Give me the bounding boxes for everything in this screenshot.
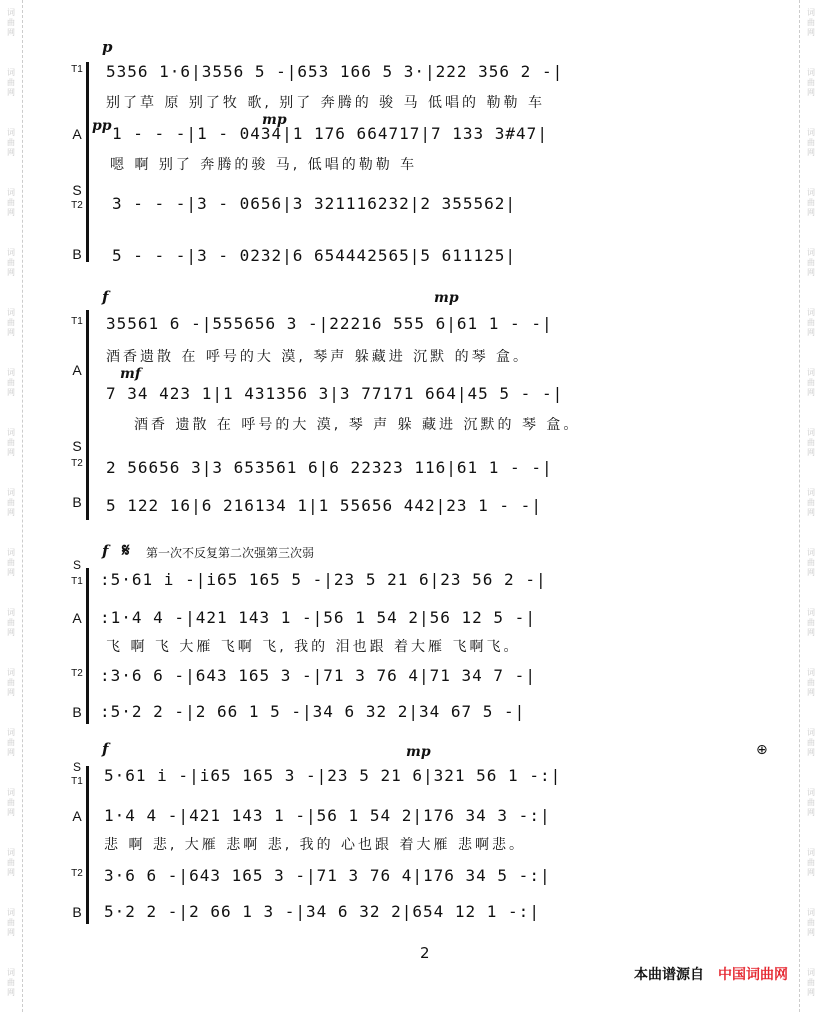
part-label: T1 bbox=[71, 576, 83, 587]
staff-row-t2 bbox=[66, 182, 778, 213]
lyric-line: 酒香 遗散 在 呼号的大 漠, 琴 声 躲 藏进 沉默的 琴 盒。 bbox=[134, 417, 581, 433]
performance-note: 第一次不反复第二次强第三次弱 bbox=[146, 546, 315, 560]
staff-row-t2 bbox=[66, 438, 778, 482]
watermark-mark: 词 曲 网 bbox=[807, 848, 815, 877]
staff-row-t2 bbox=[66, 866, 778, 890]
part-label: T2 bbox=[71, 868, 83, 879]
part-label: T2 bbox=[71, 458, 83, 469]
staff-row-a bbox=[66, 806, 778, 830]
watermark-mark: 词 曲 网 bbox=[807, 968, 815, 997]
watermark-mark: 词 曲 网 bbox=[7, 728, 15, 757]
staff-row-t2 bbox=[66, 666, 778, 690]
watermark-mark: 词 曲 网 bbox=[7, 68, 15, 97]
dynamic-marking: f bbox=[102, 740, 109, 758]
lyric-row bbox=[66, 154, 778, 178]
lyric-row bbox=[66, 346, 778, 370]
staff-row-b bbox=[66, 902, 778, 926]
lyric-row bbox=[66, 834, 778, 858]
part-label: B bbox=[72, 494, 82, 510]
watermark-mark: 词 曲 网 bbox=[7, 188, 15, 217]
notation-line: 5·61 i -|i65 165 3 -|23 5 21 6|321 56 1 -:| bbox=[104, 766, 562, 785]
watermark-mark: 词 曲 网 bbox=[7, 788, 15, 817]
watermark-mark: 词 曲 网 bbox=[7, 368, 15, 397]
segno-icon: 𝄋 bbox=[122, 540, 130, 561]
part-label: T2 bbox=[71, 668, 83, 679]
notation-line: 2 56656 3|3 653561 6|6 22323 116|61 1 - -| bbox=[106, 458, 553, 477]
notation-line: 1·4 4 -|421 143 1 -|56 1 54 2|176 34 3 -:| bbox=[104, 806, 551, 825]
staff-row-a bbox=[66, 112, 778, 148]
notation-line: :3·6 6 -|643 165 3 -|71 3 76 4|71 34 7 -| bbox=[100, 666, 536, 685]
watermark-mark: 词 曲 网 bbox=[7, 908, 15, 937]
lyric-line: 酒香遗散 在 呼号的大 漠, 琴声 躲藏进 沉默 的琴 盒。 bbox=[106, 349, 531, 365]
part-label: A bbox=[72, 808, 82, 824]
dynamic-marking: mp bbox=[262, 112, 287, 128]
part-label: B bbox=[72, 246, 82, 262]
watermark-mark: 词 曲 网 bbox=[807, 488, 815, 517]
dynamic-marking: mf bbox=[120, 366, 141, 382]
watermark-mark: 词 曲 网 bbox=[7, 428, 15, 457]
notation-line: 1 - - -|1 - 0434|1 176 664717|7 133 3#47| bbox=[112, 124, 548, 143]
notation-line: 3·6 6 -|643 165 3 -|71 3 76 4|176 34 5 -:| bbox=[104, 866, 551, 885]
lyric-row bbox=[66, 92, 778, 116]
watermark-mark: 词 曲 网 bbox=[807, 248, 815, 277]
part-label: B bbox=[72, 704, 82, 720]
staff-row-b bbox=[66, 702, 778, 726]
credit-prefix: 本曲谱源自 bbox=[634, 967, 704, 983]
notation-line: 5·2 2 -|2 66 1 3 -|34 6 32 2|654 12 1 -:| bbox=[104, 902, 540, 921]
staff-row-t1: S T1 5·61 i -|i65 165 3 -|23 5 21 6|321 56 1 -:| bbox=[66, 766, 778, 790]
part-label: T1 bbox=[71, 776, 83, 787]
dynamic-marking: p bbox=[102, 38, 113, 56]
watermark-mark: 词 曲 网 bbox=[807, 368, 815, 397]
source-credit bbox=[634, 964, 788, 984]
watermark-mark: 词 曲 网 bbox=[807, 188, 815, 217]
notation-line: 35561 6 -|555656 3 -|22216 555 6|61 1 - -| bbox=[106, 314, 553, 333]
lyric-line: 飞 啊 飞 大雁 飞啊 飞, 我的 泪也跟 着大雁 飞啊飞。 bbox=[106, 639, 521, 655]
lyric-row bbox=[66, 414, 778, 438]
dynamic-marking: f bbox=[102, 542, 109, 560]
part-label: T2 bbox=[71, 200, 83, 211]
lyric-line: 悲 啊 悲, 大雁 悲啊 悲, 我的 心也跟 着大雁 悲啊悲。 bbox=[104, 837, 526, 853]
credit-brand[interactable]: 中国词曲网 bbox=[718, 967, 788, 983]
right-watermark-strip bbox=[799, 0, 822, 1012]
watermark-mark: 词 曲 网 bbox=[807, 788, 815, 817]
part-label: A bbox=[72, 610, 82, 626]
watermark-mark: 词 曲 网 bbox=[7, 548, 15, 577]
lyric-line: 别了草 原 别了牧 歌, 别了 奔腾的 骏 马 低唱的 勒勒 车 bbox=[106, 95, 545, 111]
notation-line: :1·4 4 -|421 143 1 -|56 1 54 2|56 12 5 -| bbox=[100, 608, 536, 627]
dynamic-marking: f bbox=[102, 288, 109, 306]
part-label: A bbox=[72, 126, 82, 142]
watermark-mark: 词 曲 网 bbox=[7, 668, 15, 697]
notation-line: 5356 1·6|3556 5 -|653 166 5 3·|222 356 2 -| bbox=[106, 62, 564, 81]
notation-line: 3 - - -|3 - 0656|3 321116232|2 355562| bbox=[112, 194, 517, 213]
watermark-mark: 词 曲 网 bbox=[807, 308, 815, 337]
watermark-mark: 词 曲 网 bbox=[807, 668, 815, 697]
page-number: 2 bbox=[420, 944, 430, 962]
part-label: S bbox=[72, 182, 82, 198]
watermark-mark: 词 曲 网 bbox=[7, 248, 15, 277]
watermark-mark: 词 曲 网 bbox=[807, 608, 815, 637]
staff-row-t1 bbox=[66, 62, 778, 86]
watermark-mark: 词 曲 网 bbox=[7, 608, 15, 637]
dynamic-marking: mp bbox=[434, 290, 459, 306]
notation-line: 5 - - -|3 - 0232|6 654442565|5 611125| bbox=[112, 246, 517, 265]
notation-line: :5·61 i -|i65 165 5 -|23 5 21 6|23 56 2 -| bbox=[100, 570, 547, 589]
watermark-mark: 词 曲 网 bbox=[7, 8, 15, 37]
watermark-mark: 词 曲 网 bbox=[807, 728, 815, 757]
watermark-mark: 词 曲 网 bbox=[807, 8, 815, 37]
dynamic-marking: mp bbox=[406, 744, 431, 760]
part-label: B bbox=[72, 904, 82, 920]
watermark-mark: 词 曲 网 bbox=[807, 908, 815, 937]
part-label: A bbox=[72, 362, 82, 378]
watermark-mark: 词 曲 网 bbox=[7, 848, 15, 877]
watermark-mark: 词 曲 网 bbox=[807, 548, 815, 577]
coda-icon: ⊕ bbox=[756, 742, 768, 758]
notation-line: 7 34 423 1|1 431356 3|3 77171 664|45 5 - -| bbox=[106, 384, 564, 403]
staff-row-b bbox=[66, 496, 778, 520]
staff-row-a bbox=[66, 362, 778, 408]
lyric-row bbox=[66, 636, 778, 660]
watermark-mark: 词 曲 网 bbox=[7, 488, 15, 517]
watermark-mark: 词 曲 网 bbox=[807, 68, 815, 97]
staff-row-t1 bbox=[66, 314, 778, 338]
lyric-line: 嗯 啊 别了 奔腾的骏 马, 低唱的勒勒 车 bbox=[110, 157, 418, 173]
left-watermark-strip bbox=[0, 0, 23, 1012]
notation-line: 5 122 16|6 216134 1|1 55656 442|23 1 - -| bbox=[106, 496, 542, 515]
staff-row-b bbox=[66, 246, 778, 270]
watermark-mark: 词 曲 网 bbox=[7, 128, 15, 157]
staff-row-t1: S T1 :5·61 i -|i65 165 5 -|23 5 21 6|23 56 2 -| bbox=[66, 570, 778, 594]
staff-row-a bbox=[66, 608, 778, 632]
notation-line: :5·2 2 -|2 66 1 5 -|34 6 32 2|34 67 5 -| bbox=[100, 702, 526, 721]
part-label: T1 bbox=[71, 316, 83, 327]
watermark-mark: 词 曲 网 bbox=[7, 968, 15, 997]
watermark-mark: 词 曲 网 bbox=[7, 308, 15, 337]
dynamic-marking: pp bbox=[92, 118, 112, 134]
part-label: S bbox=[72, 438, 82, 454]
watermark-mark: 词 曲 网 bbox=[807, 428, 815, 457]
watermark-mark: 词 曲 网 bbox=[807, 128, 815, 157]
part-label: T1 bbox=[71, 64, 83, 75]
